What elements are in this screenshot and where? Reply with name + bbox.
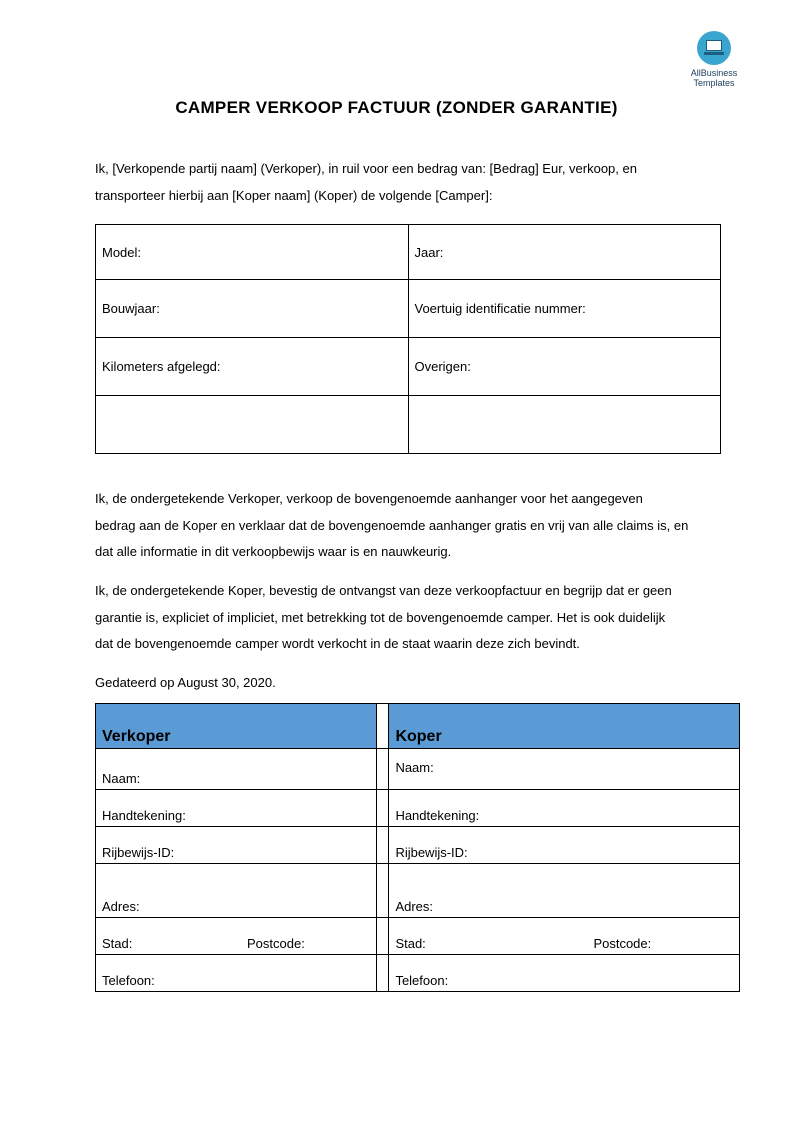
buyer-stad-postcode-field[interactable] bbox=[389, 918, 740, 955]
intro-line-2: transporteer hierbij aan [Koper naam] (Koper) de volgende [Camper]: bbox=[95, 187, 493, 203]
laptop-icon bbox=[697, 31, 731, 65]
buyer-postcode-label: Postcode: bbox=[593, 936, 652, 951]
intro-paragraph bbox=[95, 156, 735, 209]
seller-stad-label: Stad: bbox=[102, 936, 133, 951]
seller-telefoon-field[interactable]: Telefoon: bbox=[96, 955, 377, 992]
buyer-handtekening-field[interactable]: Handtekening: bbox=[389, 790, 740, 827]
buyer-telefoon-field[interactable]: Telefoon: bbox=[389, 955, 740, 992]
vin-cell[interactable]: Voertuig identificatie nummer: bbox=[408, 280, 721, 338]
empty-cell-left[interactable] bbox=[96, 396, 409, 454]
logo-line-1: AllBusiness bbox=[690, 68, 738, 78]
seller-header: Verkoper bbox=[96, 704, 377, 749]
seller-statement-line-2: bedrag aan de Koper en verklaar dat de bovengenoemde aanhanger gratis en vrij van alle claims is, en bbox=[95, 517, 689, 533]
dated-line: Gedateerd op August 30, 2020. bbox=[95, 675, 276, 690]
buyer-statement-line-3: dat de bovengenoemde camper wordt verkocht in de staat waarin deze zich bevindt. bbox=[95, 636, 580, 651]
buyer-rijbewijs-field[interactable]: Rijbewijs-ID: bbox=[389, 827, 740, 864]
buyer-statement-line-1: Ik, de ondergetekende Koper, bevestig de ontvangst van deze verkoopfactuur en begrijp dat er geen bbox=[95, 583, 672, 598]
seller-adres-field[interactable]: Adres: bbox=[96, 864, 377, 918]
overigen-cell[interactable]: Overigen: bbox=[408, 338, 721, 396]
document-title: CAMPER VERKOOP FACTUUR (ZONDER GARANTIE) bbox=[175, 98, 618, 117]
logo-line-2: Templates bbox=[693, 78, 735, 88]
seller-postcode-label: Postcode: bbox=[247, 936, 305, 951]
buyer-statement bbox=[95, 578, 735, 658]
buyer-statement-line-2: garantie is, expliciet of impliciet, met betrekking tot de bovengenoemde camper. Het is ook duidelijk bbox=[95, 609, 666, 625]
vehicle-details-table bbox=[95, 224, 721, 454]
allbusiness-logo bbox=[683, 31, 745, 88]
buyer-adres-field[interactable]: Adres: bbox=[389, 864, 740, 918]
seller-statement bbox=[95, 486, 735, 566]
kilometers-cell[interactable]: Kilometers afgelegd: bbox=[96, 338, 409, 396]
seller-naam-field[interactable]: Naam: bbox=[96, 749, 377, 790]
intro-line-1: Ik, [Verkopende partij naam] (Verkoper), in ruil voor een bedrag van: [Bedrag] Eur, verkoop, en bbox=[95, 161, 637, 176]
seller-statement-line-1: Ik, de ondergetekende Verkoper, verkoop de bovengenoemde aanhanger voor het aangegeven bbox=[95, 491, 643, 506]
buyer-stad-label: Stad: bbox=[395, 936, 426, 951]
seller-statement-line-3: dat alle informatie in dit verkoopbewijs waar is en nauwkeurig. bbox=[95, 544, 452, 559]
seller-handtekening-field[interactable]: Handtekening: bbox=[96, 790, 377, 827]
model-cell[interactable]: Model: bbox=[96, 225, 409, 280]
buyer-naam-field[interactable]: Naam: bbox=[389, 749, 740, 790]
logo-text bbox=[683, 68, 745, 88]
bouwjaar-cell[interactable]: Bouwjaar: bbox=[96, 280, 409, 338]
jaar-cell[interactable]: Jaar: bbox=[408, 225, 721, 280]
buyer-header: Koper bbox=[389, 704, 740, 749]
seller-rijbewijs-field[interactable]: Rijbewijs-ID: bbox=[96, 827, 377, 864]
empty-cell-right[interactable] bbox=[408, 396, 721, 454]
signature-table bbox=[95, 703, 740, 992]
seller-stad-postcode-field[interactable] bbox=[96, 918, 377, 955]
